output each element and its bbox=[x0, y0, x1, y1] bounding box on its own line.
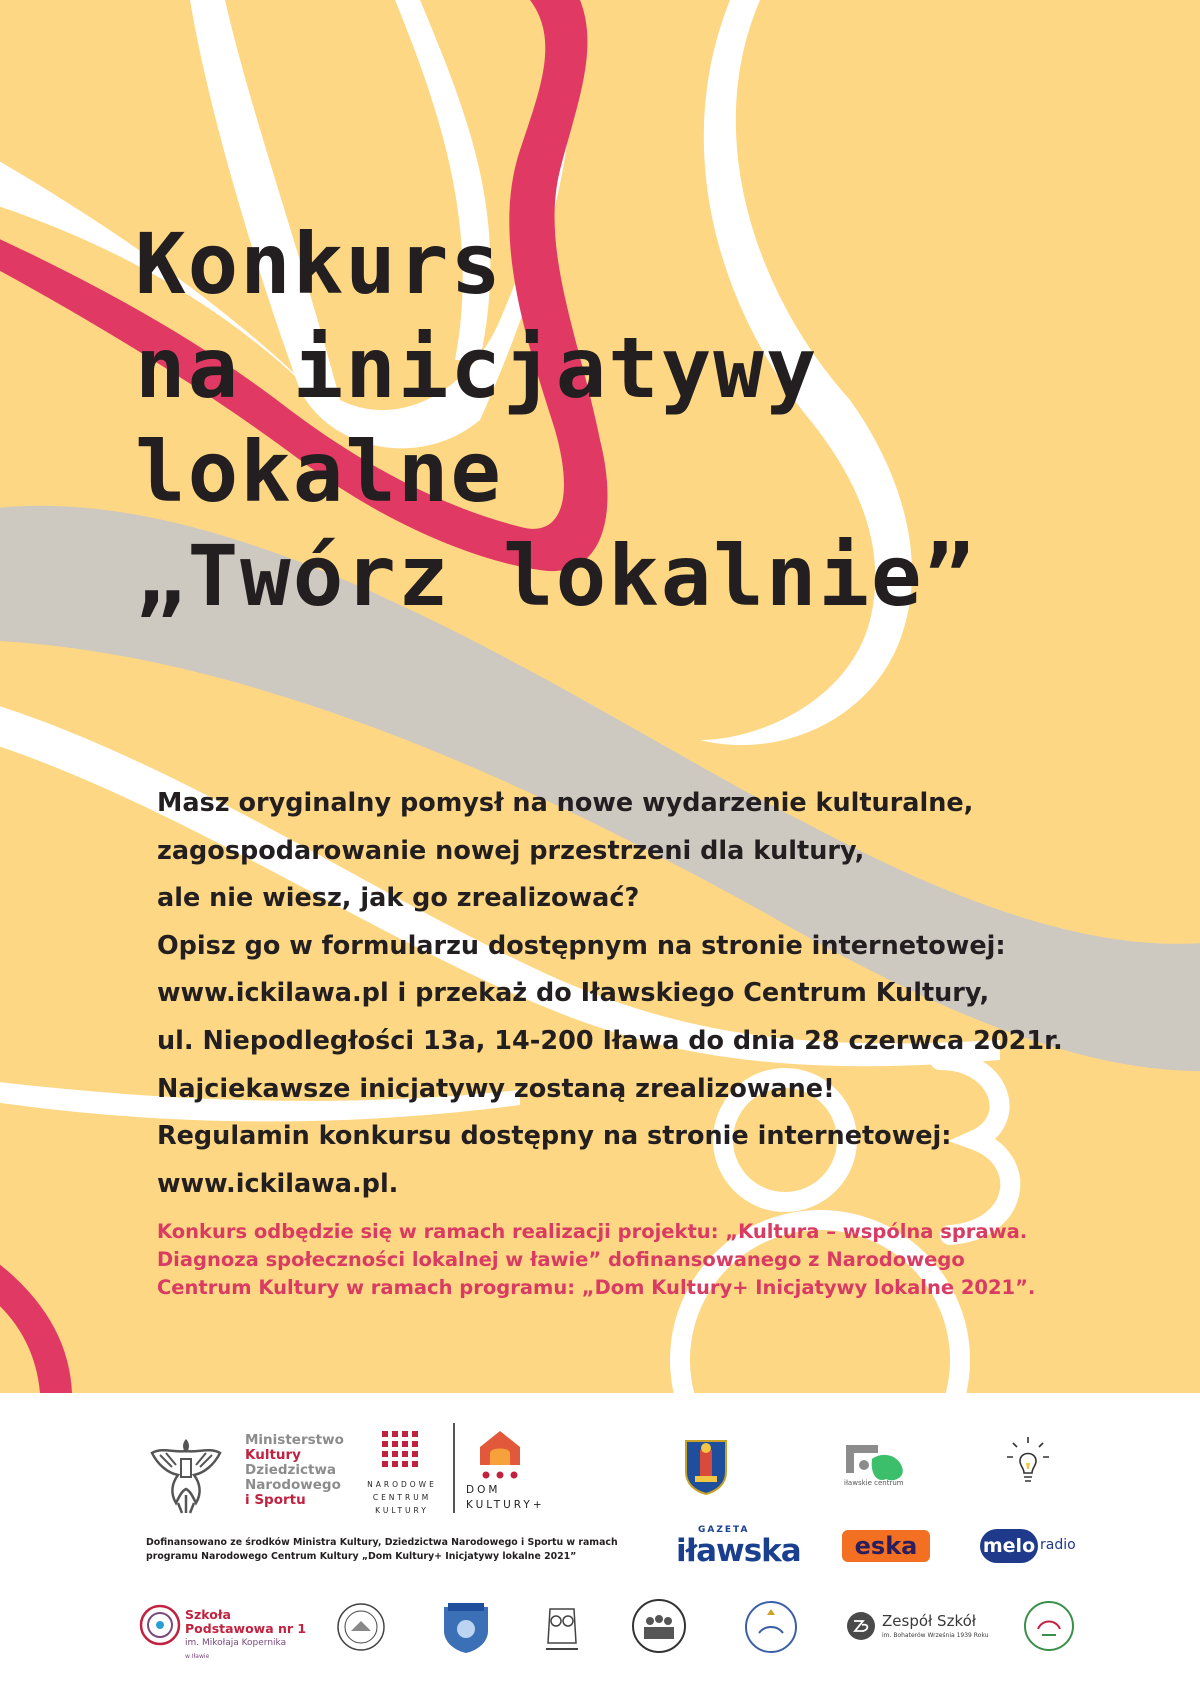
funding-note bbox=[146, 1536, 618, 1564]
note-line: Centrum Kultury w ramach programu: „Dom Kultury+ Inicjatywy lokalne 2021”. bbox=[157, 1276, 1036, 1299]
svg-text:iławskie centrum: iławskie centrum bbox=[844, 1479, 904, 1487]
ministry-line: Ministerstwo bbox=[245, 1432, 344, 1448]
dk-line: KULTURY+ bbox=[466, 1499, 545, 1511]
school-1-line: Podstawowa nr 1 bbox=[185, 1621, 307, 1636]
divider bbox=[453, 1423, 455, 1513]
dom-kultury-label bbox=[466, 1483, 545, 1513]
description-line: www.ickilawa.pl i przekaż do Iławskiego Centrum Kultury, bbox=[157, 978, 990, 1009]
school-1-line: im. Mikołaja Kopernika bbox=[185, 1638, 287, 1648]
sponsor-strip bbox=[0, 1393, 1200, 1696]
school-1-line: w Iławie bbox=[185, 1653, 210, 1660]
school-ilawie-badge-icon bbox=[743, 1599, 799, 1655]
school-1-line: Szkoła bbox=[185, 1607, 231, 1622]
description-line: ale nie wiesz, jak go zrealizować? bbox=[157, 883, 640, 914]
nck-grid-logo-icon bbox=[380, 1429, 420, 1469]
poster-title bbox=[135, 212, 976, 628]
nck-line: NARODOWE bbox=[367, 1480, 437, 1489]
title-line: Konkurs bbox=[135, 215, 504, 313]
ministry-line: Narodowego bbox=[245, 1477, 341, 1493]
description-line: www.ickilawa.pl. bbox=[157, 1168, 399, 1199]
nck-line: CENTRUM bbox=[372, 1493, 432, 1502]
note-line: Diagnoza społeczności lokalnej w ławie” dofinansowanego z Narodowego bbox=[157, 1248, 965, 1271]
description-line: Najciekawsze inicjatywy zostaną zrealizowane! bbox=[157, 1073, 835, 1104]
ministry-line: Kultury bbox=[245, 1447, 301, 1463]
melo-suffix: radio bbox=[1040, 1537, 1076, 1553]
school-green-badge-icon bbox=[1022, 1599, 1076, 1653]
school-1-label bbox=[185, 1608, 306, 1664]
description-line: zagospodarowanie nowej przestrzeni dla kultury, bbox=[157, 835, 865, 866]
project-note bbox=[157, 1218, 1035, 1302]
zespol-szkol-name: Zespół Szkół bbox=[882, 1612, 977, 1630]
description bbox=[157, 780, 1063, 1208]
funding-line: Dofinansowano ze środków Ministra Kultury, Dziedzictwa Narodowego i Sportu w ramach bbox=[146, 1537, 618, 1548]
description-line: Masz oryginalny pomysł na nowe wydarzenie kulturalne, bbox=[157, 788, 974, 818]
gazeta-big: iławska bbox=[676, 1533, 801, 1569]
school-owl-icon bbox=[540, 1599, 584, 1655]
ministry-line: Dziedzictwa bbox=[245, 1462, 337, 1478]
school-sp-badge-icon bbox=[630, 1597, 688, 1655]
description-line: ul. Niepodległości 13a, 14-200 Iława do dnia 28 czerwca 2021r. bbox=[157, 1025, 1063, 1056]
zespol-szkol-icon bbox=[845, 1610, 877, 1642]
ick-logo-icon bbox=[842, 1441, 908, 1491]
nck-label bbox=[362, 1478, 442, 1517]
ilawa-coat-of-arms-icon bbox=[683, 1438, 729, 1496]
eagle-emblem-icon bbox=[148, 1433, 224, 1517]
melo-pill: melo bbox=[980, 1529, 1038, 1563]
eska-logo: eska bbox=[842, 1530, 930, 1562]
zespol-szkol-label bbox=[882, 1612, 988, 1639]
school-badge-icon bbox=[335, 1601, 387, 1653]
ministry-logo bbox=[245, 1433, 344, 1508]
gazeta-small: GAZETA bbox=[698, 1525, 750, 1535]
ministry-line: i Sportu bbox=[245, 1492, 306, 1508]
funding-line: programu Narodowego Centrum Kultury „Dom Kultury+ Inicjatywy lokalne 2021” bbox=[146, 1551, 577, 1562]
description-line: Regulamin konkursu dostępny na stronie internetowej: bbox=[157, 1121, 952, 1152]
note-line: Konkurs odbędzie się w ramach realizacji projektu: „Kultura – wspólna sprawa. bbox=[157, 1220, 1028, 1243]
title-line: lokalne bbox=[135, 423, 504, 521]
school-1-badge-icon bbox=[138, 1603, 182, 1647]
school-shield-icon bbox=[440, 1601, 492, 1655]
zespol-szkol-address: im. Bohaterów Września 1939 Roku bbox=[882, 1632, 989, 1639]
title-line: „Twórz lokalnie” bbox=[135, 527, 977, 625]
dom-kultury-house-icon bbox=[476, 1427, 524, 1481]
description-line: Opisz go w formularzu dostępnym na stronie internetowej: bbox=[157, 930, 1006, 961]
title-line: na inicjatywy bbox=[135, 319, 819, 417]
pink-ribbon-bottom bbox=[0, 1250, 72, 1393]
dk-line: DOM bbox=[466, 1484, 501, 1496]
lightbulb-council-icon bbox=[1005, 1435, 1051, 1491]
nck-line: KULTURY bbox=[375, 1506, 429, 1515]
